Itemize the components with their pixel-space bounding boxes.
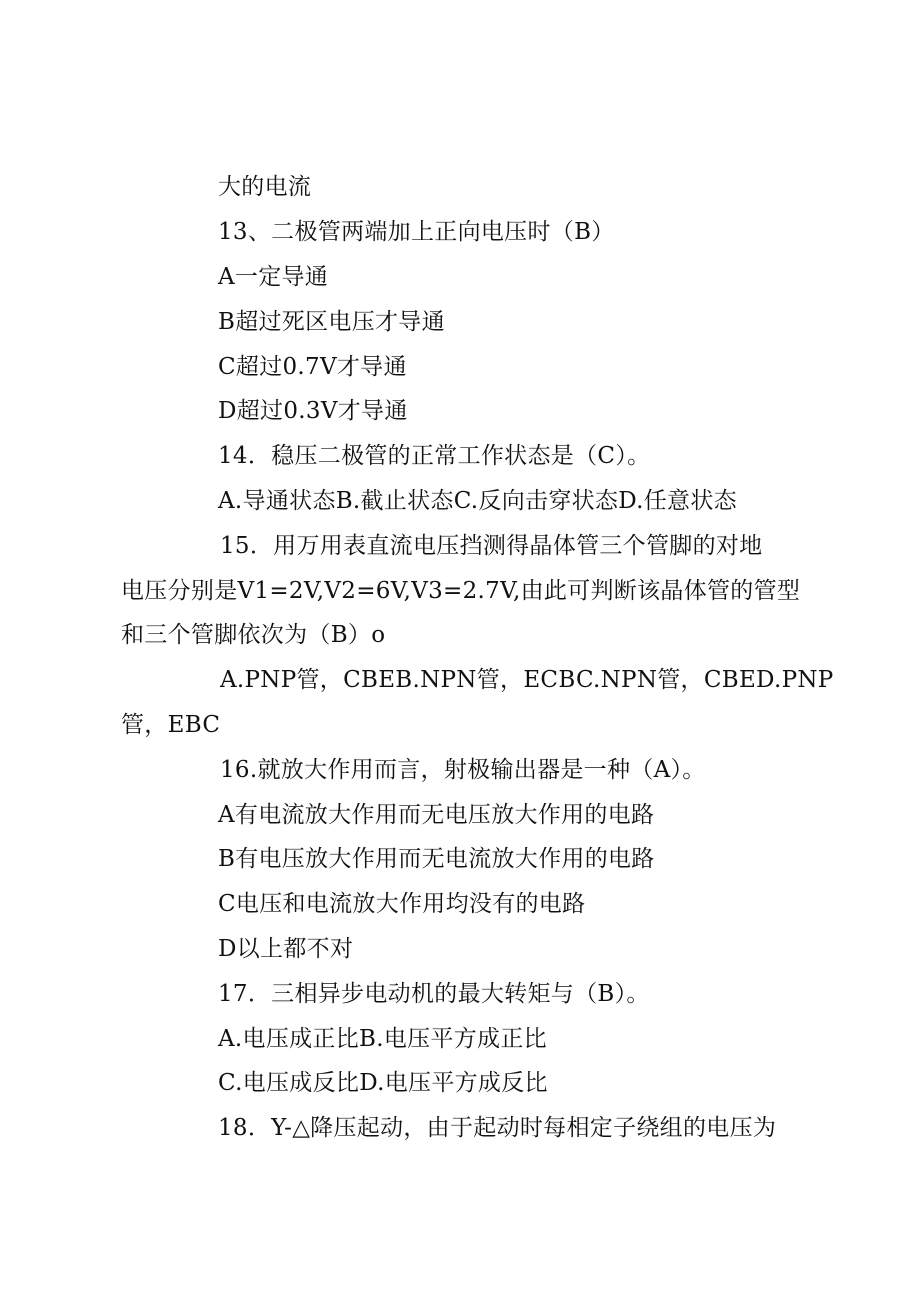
question-16: 16.就放大作用而言，射极输出器是一种（A）。 — [220, 757, 706, 783]
question-13-option-b: B超过死区电压才导通 — [218, 309, 445, 335]
question-17-options-cd: C.电压成反比D.电压平方成反比 — [218, 1070, 548, 1096]
question-16-option-d: D以上都不对 — [218, 936, 354, 962]
question-16-option-a: A有电流放大作用而无电压放大作用的电路 — [218, 802, 655, 828]
question-13-option-c: C超过0.7V才导通 — [218, 354, 407, 380]
question-13-option-a: A一定导通 — [218, 264, 329, 290]
question-15-continued: 电压分别是V1=2V,V2=6V,V3=2.7V,由此可判断该晶体管的管型 — [121, 578, 801, 604]
question-17: 17．三相异步电动机的最大转矩与（B）。 — [218, 981, 650, 1007]
question-15-options-continued: 管，EBC — [121, 712, 221, 738]
question-17-options-ab: A.电压成正比B.电压平方成正比 — [218, 1026, 547, 1052]
question-16-option-c: C电压和电流放大作用均没有的电路 — [218, 891, 586, 917]
question-14: 14．稳压二极管的正常工作状态是（C）。 — [218, 443, 651, 469]
question-15: 15．用万用表直流电压挡测得晶体管三个管脚的对地 — [220, 533, 763, 559]
question-15-options: A.PNP管，CBEB.NPN管，ECBC.NPN管，CBED.PNP — [220, 667, 834, 693]
question-18: 18．Y-△降压起动，由于起动时每相定子绕组的电压为 — [218, 1115, 777, 1141]
question-13-option-d: D超过0.3V才导通 — [218, 398, 408, 424]
question-13: 13、二极管两端加上正向电压时（B） — [218, 219, 615, 245]
question-15-continued: 和三个管脚依次为（B）o — [121, 622, 386, 648]
question-14-options: A.导通状态B.截止状态C.反向击穿状态D.任意状态 — [218, 488, 737, 514]
question-16-option-b: B有电压放大作用而无电流放大作用的电路 — [218, 846, 655, 872]
text-line-continuation: 大的电流 — [218, 174, 312, 200]
